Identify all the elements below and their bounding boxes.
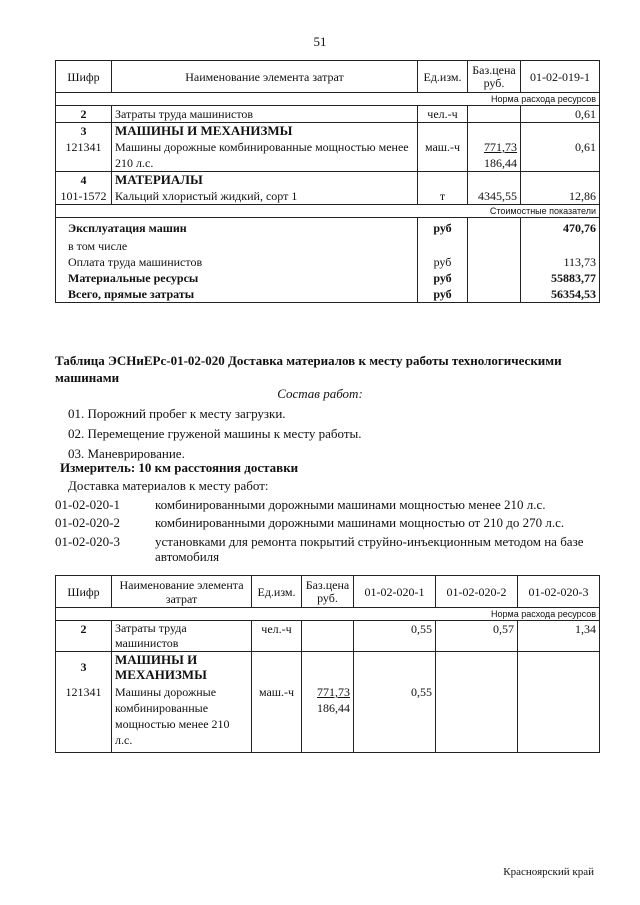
list-item: 01-02-020-3 установками для ремонта покрытий струйно-инъекционным методом на базе автомобиля (55, 534, 584, 564)
col-header-020-3: 01-02-020-3 (518, 576, 600, 608)
table-row: 3 МАШИНЫ И МЕХАНИЗМЫ (56, 652, 600, 683)
list-item: 01-02-020-2 комбинированными дорожными машинами мощностью от 210 до 270 л.с. (55, 515, 565, 530)
delivery-intro: Доставка материалов к месту работ: (68, 478, 269, 493)
price-bottom: 186,44 (484, 156, 517, 170)
col-header-019-1: 01-02-019-1 (521, 61, 600, 93)
col-header-020-1: 01-02-020-1 (354, 576, 436, 608)
table-row: 4 МАТЕРИАЛЫ (56, 172, 600, 189)
cost-row: Всего, прямые затраты руб 56354,53 (56, 286, 600, 303)
col-header-unit: Ед.изм. (418, 61, 468, 93)
list-item: 01. Порожний пробег к месту загрузки. (68, 406, 286, 421)
section-title: Таблица ЭСНиЕРс-01-02-020 Доставка материалов к месту работы технологическими машинами (55, 353, 562, 385)
table-row: 101-1572 Кальций хлористый жидкий, сорт 1 т 4345,55 12,86 (56, 188, 600, 205)
works-heading: Состав работ: (277, 386, 363, 401)
footer-region: Красноярский край (503, 866, 594, 878)
table-row: 2 Затраты труда машинистов чел.-ч 0,61 (56, 106, 600, 123)
price-bottom: 186,44 (317, 701, 350, 715)
meter: Измеритель: 10 км расстояния доставки (60, 460, 299, 475)
list-item: 03. Маневрирование. (68, 446, 185, 461)
col-header-price: Баз.цена руб. (302, 576, 354, 608)
col-header-code: Шифр (56, 61, 112, 93)
col-header-020-2: 01-02-020-2 (436, 576, 518, 608)
table-row: 121341 Машины дорожные комбинированные мощностью менее 210 л.с. маш.-ч 771,73 186,44 0,55 (56, 682, 600, 753)
norm-caption: Норма расхода ресурсов (468, 93, 600, 106)
col-header-price: Баз.цена руб. (468, 61, 521, 93)
page-number: 51 (313, 34, 327, 49)
cost-caption: Стоимостные показатели (468, 205, 600, 218)
table-row: 2 Затраты труда машинистов чел.-ч 0,55 0,57 1,34 (56, 621, 600, 652)
col-header-name: Наименование элемента затрат (112, 576, 252, 608)
cost-row: Эксплуатация машин руб 470,76 (56, 218, 600, 238)
price-top: 771,73 (484, 140, 517, 154)
col-header-name: Наименование элемента затрат (112, 61, 418, 93)
resource-table-2 (55, 575, 600, 753)
cost-row: в том числе (56, 238, 600, 254)
list-item: 02. Перемещение груженой машины к месту работы. (68, 426, 362, 441)
cost-row: Материальные ресурсы руб 55883,77 (56, 270, 600, 286)
norm-caption: Норма расхода ресурсов (436, 608, 600, 621)
works-list (68, 404, 361, 464)
cost-row: Оплата труда машинистов руб 113,73 (56, 254, 600, 270)
resource-table-1 (55, 60, 600, 303)
items-list (55, 496, 595, 564)
table-row: 121341 Машины дорожные комбинированные мощностью менее 210 л.с. маш.-ч 771,73 186,44 0,61 (56, 139, 600, 172)
table-row: 3 МАШИНЫ И МЕХАНИЗМЫ (56, 123, 600, 140)
col-header-unit: Ед.изм. (252, 576, 302, 608)
col-header-code: Шифр (56, 576, 112, 608)
price-top: 771,73 (317, 685, 350, 699)
list-item: 01-02-020-1 комбинированными дорожными машинами мощностью менее 210 л.с. (55, 497, 546, 512)
